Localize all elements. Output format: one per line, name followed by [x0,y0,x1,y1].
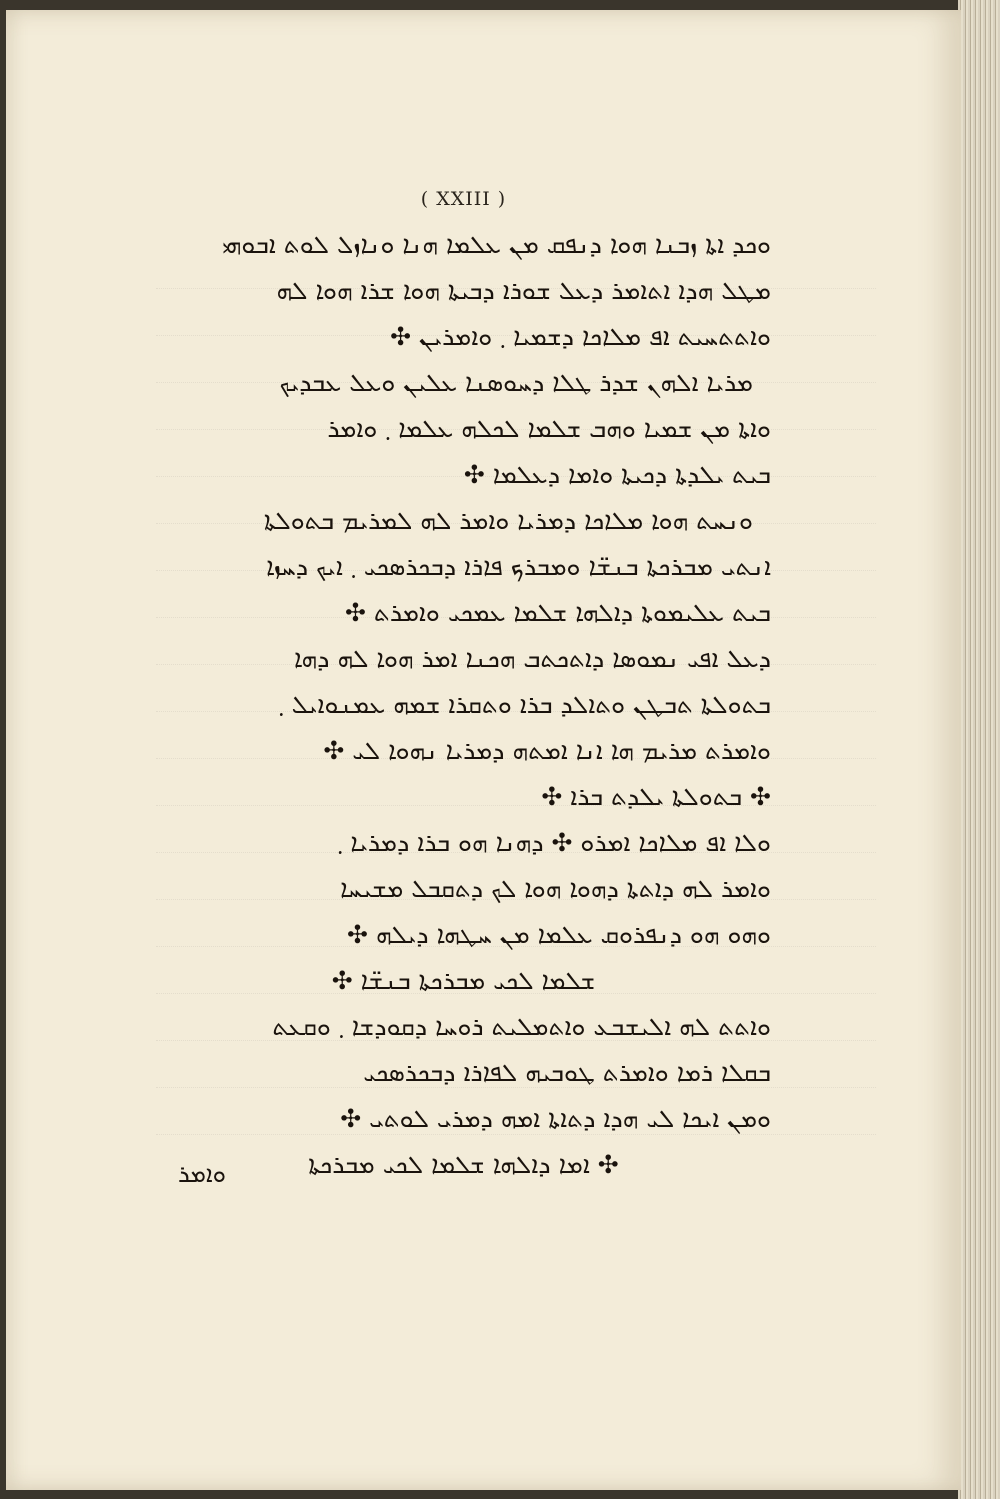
text-line: ܘܢܚܬ ܗܘܐ ܡܠܐܟܐ ܕܡܪܝܐ ܘܐܡܪ ܠܗ ܠܡܪܝܡ ܒܬܘܠܬܐ [263,506,753,535]
catchword: ܘܐܡܪ [177,1160,226,1188]
text-line: ܘܟܕ ܐܬܐ ܙܒܢܐ ܗܘܐ ܕܢܦܩ ܡܢ ܥܠܡܐ ܗܢܐ ܘܢܐܙܠ ܠܘܬ ܐܒܘܗܝ [222,230,771,259]
text-line: ܘܗܘ ܗܘ ܕܢܦܪܘܩ ܥܠܡܐ ܡܢ ܚܛܗܐ ܕܝܠܗ ✣ [347,920,771,949]
text-line: ܘܐܬܐ ܡܢ ܫܡܝܐ ܘܗܒ ܫܠܡܐ ܠܟܠܗ ܥܠܡܐ ܂ ܘܐܡܪ [327,414,771,443]
text-line: ܐܢܬܝ ܡܒܪܟܬܐ ܒܢܫ̈ܐ ܘܡܒܪܟ ܦܐܪܐ ܕܒܟܪܣܟܝ ܂ ܐܝܟ ܕܚܙܐ [266,552,771,581]
text-line: ܡܪܝܐ ܐܠܗܢ ܫܕܪ ܛܠܐ ܕܚܘܣܢܐ ܥܠܝܢ ܘܥܠ ܥܒܕܝܟ [279,368,753,397]
text-line: ✣ ܒܬܘܠܬܐ ܝܠܕܬ ܒܪܐ ✣ [541,782,771,811]
text-line: ܒܝܬ ܝܠܕܬܐ ܕܟܝܬܐ ܘܐܡܐ ܕܥܠܡܐ ✣ [463,460,771,489]
text-line: ܘܐܬܬܚܝܬ ܐܦ ܡܠܐܟܐ ܕܫܡܝܐ ܂ ܘܐܡܪܝܢ ✣ [390,322,771,351]
text-line: ܫܠܡܐ ܠܟܝ ܡܒܪܟܬܐ ܒܢܫ̈ܐ ✣ [331,966,596,995]
text-line: ✣ ܐܡܐ ܕܐܠܗܐ ܫܠܡܐ ܠܟܝ ܡܒܪܟܬܐ [308,1150,619,1179]
text-line: ܘܡܢ ܐܝܟܐ ܠܝ ܗܕܐ ܕܬܐܬܐ ܐܡܗ ܕܡܪܝ ܠܘܬܝ ✣ [340,1104,771,1133]
text-line: ܘܠܐ ܐܦ ܡܠܐܟܐ ܐܡܪܘ ✣ ܕܗܢܐ ܗܘ ܒܪܐ ܕܡܪܝܐ ܂ [337,828,771,857]
text-line: ܡܛܠ ܗܕܐ ܐܬܐܡܪ ܕܥܠ ܫܘܪܐ ܕܒܝܬܐ ܗܘܐ ܫܪܐ ܗܘܐ ܠܗ [276,276,771,305]
text-line: ܕܥܠ ܐܦܝ ܢܡܘܣܐ ܕܐܬܟܬܒ ܗܟܢܐ ܐܡܪ ܗܘܐ ܠܗ ܕܗܐ [293,644,771,673]
syriac-text-block [156,222,771,1188]
text-line: ܘܐܡܪܬ ܡܪܝܡ ܗܐ ܐܢܐ ܐܡܬܗ ܕܡܪܝܐ ܢܗܘܐ ܠܝ ✣ [323,736,771,765]
book-page [6,10,961,1490]
page-number-header: ( XXIII ) [420,188,507,210]
text-line: ܘܐܡܪ ܠܗ ܕܐܬܬܐ ܕܗܘܐ ܗܘܐ ܠܟ ܕܬܩܒܠ ܡܫܝܚܐ [340,874,771,903]
text-line: ܘܐܬܬ ܠܗ ܐܠܝܫܒܥ ܘܐܬܡܠܝܬ ܪܘܚܐ ܕܩܘܕܫܐ ܂ ܘܩܥܬ [272,1012,771,1041]
text-line: ܒܝܬ ܥܠܝܡܘܬܐ ܕܐܠܗܐ ܫܠܡܐ ܥܡܟܝ ܘܐܡܪܬ ✣ [345,598,771,627]
text-line: ܒܬܘܠܬܐ ܬܒܛܢ ܘܬܐܠܕ ܒܪܐ ܘܬܩܪܐ ܫܡܗ ܥܡܢܘܐܝܠ ܂ [278,690,771,719]
text-line: ܒܩܠܐ ܪܡܐ ܘܐܡܪܬ ܛܘܒܝܗ ܠܦܐܪܐ ܕܒܟܪܣܟܝ [363,1058,771,1087]
book-page-edges [958,0,1000,1499]
